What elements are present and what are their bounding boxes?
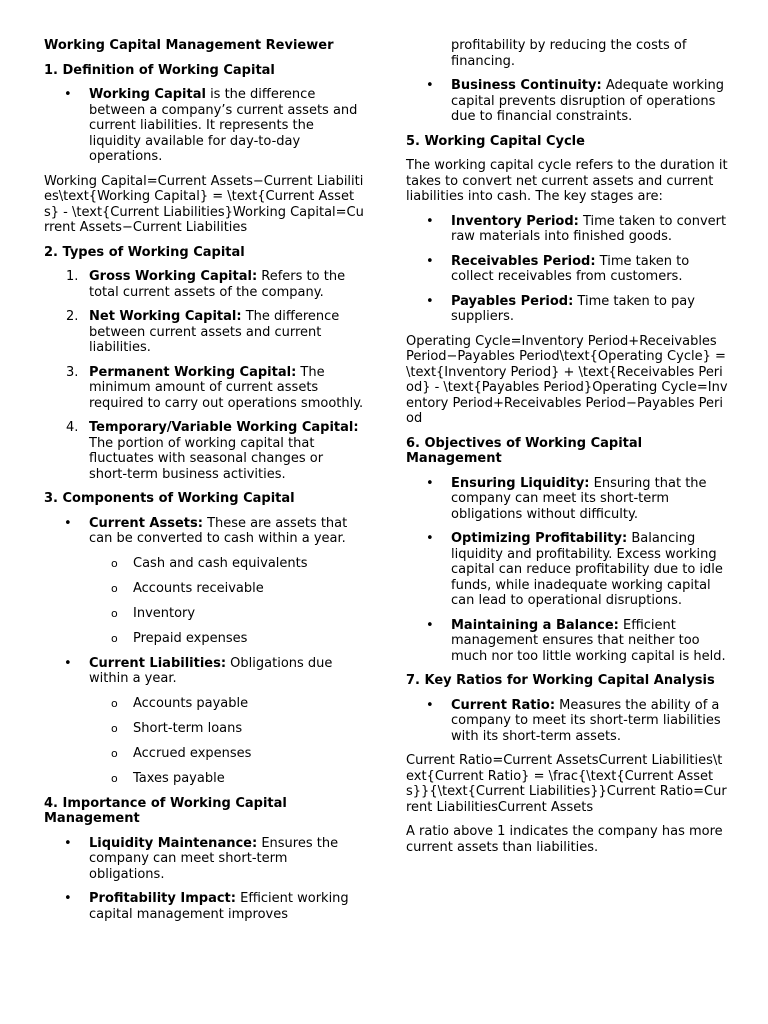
- definition: is the difference between a company’s current assets and current liabilities. It represents the liquidity available for day-to-day operations.: [89, 87, 358, 164]
- sub-marker: o: [111, 556, 118, 570]
- sublist-item-text: Cash and cash equivalents: [133, 555, 308, 571]
- current-liabilities-sublist: [44, 696, 364, 787]
- left-column: [44, 38, 364, 931]
- sublist-item: [44, 696, 364, 712]
- term: Permanent Working Capital:: [89, 364, 297, 380]
- section-1-list: [44, 87, 364, 165]
- term: Receivables Period:: [451, 253, 596, 269]
- sublist-item: [44, 606, 364, 622]
- list-item: [44, 87, 364, 165]
- list-item: [44, 309, 364, 356]
- sublist-item-text: Accounts payable: [133, 695, 249, 711]
- list-item: [44, 836, 364, 883]
- list-item: [44, 516, 364, 547]
- definition: Obligations due within a year.: [89, 655, 333, 686]
- definition: Time taken to pay suppliers.: [451, 293, 695, 324]
- sub-marker: o: [111, 721, 118, 735]
- term: Current Assets:: [89, 515, 203, 531]
- definition: Balancing liquidity and profitability. Excess working capital can reduce profitability due to idle funds, while inadequate working capital can lead to operational disruptions.: [451, 531, 723, 608]
- definition: The minimum amount of current assets required to carry out operations smoothly.: [89, 364, 364, 411]
- term: Gross Working Capital:: [89, 269, 258, 284]
- sublist-item-text: Accounts receivable: [133, 580, 264, 596]
- definition: These are assets that can be converted to cash within a year.: [89, 515, 348, 546]
- definition: The difference between current assets and current liabilities.: [89, 309, 340, 355]
- bullet-marker: •: [426, 617, 434, 633]
- term: Net Working Capital:: [89, 309, 242, 324]
- sub-marker: o: [111, 771, 118, 785]
- section-3-list-2: [44, 656, 364, 687]
- sublist-item: [44, 581, 364, 597]
- bullet-marker: •: [426, 293, 434, 309]
- sublist-item: [44, 771, 364, 787]
- definition: The portion of working capital that fluctuates with seasonal changes or short-term business activities.: [89, 435, 324, 482]
- number-marker: 2.: [66, 309, 79, 324]
- current-assets-sublist: [44, 556, 364, 647]
- term: Ensuring Liquidity:: [451, 475, 590, 491]
- sublist-item-text: Taxes payable: [133, 770, 225, 786]
- sub-marker: o: [111, 581, 118, 595]
- document-title: Working Capital Management Reviewer: [44, 38, 334, 53]
- section-4-heading: 4. Importance of Working Capital Management: [44, 795, 287, 826]
- list-item: [406, 698, 728, 745]
- definition: Time taken to convert raw materials into finished goods.: [451, 213, 727, 244]
- section-6-list: [406, 476, 728, 665]
- bullet-marker: •: [64, 87, 72, 102]
- sublist-item-text: Short-term loans: [133, 720, 243, 736]
- sublist-item: [44, 631, 364, 647]
- section-2-heading: 2. Types of Working Capital: [44, 244, 245, 260]
- bullet-marker: •: [64, 655, 72, 671]
- list-item: [44, 269, 364, 300]
- list-item: [44, 656, 364, 687]
- bullet-marker: •: [426, 475, 434, 491]
- bullet-marker: •: [64, 891, 72, 906]
- sub-marker: o: [111, 631, 118, 645]
- sublist-item: [44, 721, 364, 737]
- section-6-heading: 6. Objectives of Working Capital Management: [406, 435, 643, 466]
- section-3-list: [44, 516, 364, 547]
- section-3-heading: 3. Components of Working Capital: [44, 491, 295, 506]
- definition: Efficient management ensures that neither too much nor too little working capital is held.: [451, 617, 726, 664]
- section-2-list: [44, 269, 364, 482]
- section-5-heading: 5. Working Capital Cycle: [406, 133, 585, 149]
- bullet-marker: •: [64, 835, 72, 851]
- definition: Refers to the total current assets of the company.: [89, 269, 346, 300]
- working-capital-formula: Working Capital=Current Assets−Current Liabilities\text{Working Capital} = \text{Current Assets} - \text{Current Liabilities}Working Capital=Current Assets−Current Liabilities: [44, 173, 364, 235]
- list-item: [44, 365, 364, 412]
- sublist-item: [44, 746, 364, 762]
- sub-marker: o: [111, 746, 118, 760]
- current-ratio-formula: Current Ratio=Current AssetsCurrent Liabilities\text{Current Ratio} = \frac{\text{Current Assets}}{\text{Current Liabilities}}Current Ratio=Current LiabilitiesCurrent Assets: [406, 753, 727, 815]
- sub-marker: o: [111, 606, 118, 620]
- definition: Adequate working capital prevents disruption of operations due to financial constraints.: [451, 78, 724, 124]
- term: Business Continuity:: [451, 78, 602, 93]
- section-5-intro: The working capital cycle refers to the duration it takes to convert net current assets and current liabilities into cash. The key stages are:: [406, 158, 728, 204]
- bullet-marker: •: [426, 697, 434, 713]
- bullet-marker: •: [64, 515, 72, 531]
- term: Inventory Period:: [451, 213, 579, 229]
- section-7-list: [406, 698, 728, 745]
- term: Maintaining a Balance:: [451, 617, 619, 633]
- number-marker: 1.: [66, 269, 79, 284]
- section-4-list-continued: [406, 78, 728, 125]
- ratio-note: A ratio above 1 indicates the company has more current assets than liabilities.: [406, 824, 723, 855]
- term: Payables Period:: [451, 293, 574, 309]
- term: Temporary/Variable Working Capital:: [89, 420, 359, 435]
- bullet-marker: •: [426, 213, 434, 229]
- list-item-continuation: profitability by reducing the costs of financing.: [451, 38, 687, 69]
- list-item: [406, 78, 728, 125]
- bullet-marker: •: [426, 78, 434, 93]
- definition: Ensuring that the company can meet its short-term obligations without difficulty.: [451, 475, 707, 522]
- bullet-marker: •: [426, 253, 434, 269]
- list-item: [44, 420, 364, 482]
- list-item: [406, 531, 728, 609]
- sublist-item-text: Inventory: [133, 605, 196, 621]
- list-item: [406, 618, 728, 665]
- term: Optimizing Profitability:: [451, 531, 628, 546]
- definition: Time taken to collect receivables from customers.: [451, 253, 690, 284]
- sublist-item: [44, 556, 364, 572]
- term: Current Ratio:: [451, 697, 556, 713]
- definition: Ensures the company can meet short-term obligations.: [89, 835, 339, 882]
- section-4-list: [44, 836, 364, 923]
- list-item: [44, 891, 364, 922]
- section-1-heading: 1. Definition of Working Capital: [44, 62, 275, 78]
- term: Working Capital: [89, 87, 206, 102]
- term: Current Liabilities:: [89, 655, 227, 671]
- definition: Efficient working capital management improves: [89, 891, 349, 922]
- number-marker: 4.: [66, 420, 79, 435]
- operating-cycle-formula: Operating Cycle=Inventory Period+Receivables Period−Payables Period\text{Operating Cycle} = \text{Inventory Period} + \text{Receivables Period} - \text{Payables Period}Operating Cycle=Inventory Period+Receivables Period−Payables Period: [406, 333, 728, 426]
- definition: Measures the ability of a company to meet its short-term liabilities with its short-term assets.: [451, 697, 721, 744]
- sub-marker: o: [111, 696, 118, 710]
- list-item: [406, 476, 728, 523]
- bullet-marker: •: [426, 531, 434, 546]
- number-marker: 3.: [66, 364, 79, 380]
- sublist-item-text: Prepaid expenses: [133, 630, 248, 646]
- list-item: [406, 214, 728, 245]
- section-7-heading: 7. Key Ratios for Working Capital Analysis: [406, 673, 715, 688]
- section-5-list: [406, 214, 728, 325]
- list-item: [406, 294, 728, 325]
- term: Profitability Impact:: [89, 891, 236, 906]
- sublist-item-text: Accrued expenses: [133, 745, 252, 761]
- right-column: [406, 38, 728, 864]
- term: Liquidity Maintenance:: [89, 835, 258, 851]
- list-item: [406, 254, 728, 285]
